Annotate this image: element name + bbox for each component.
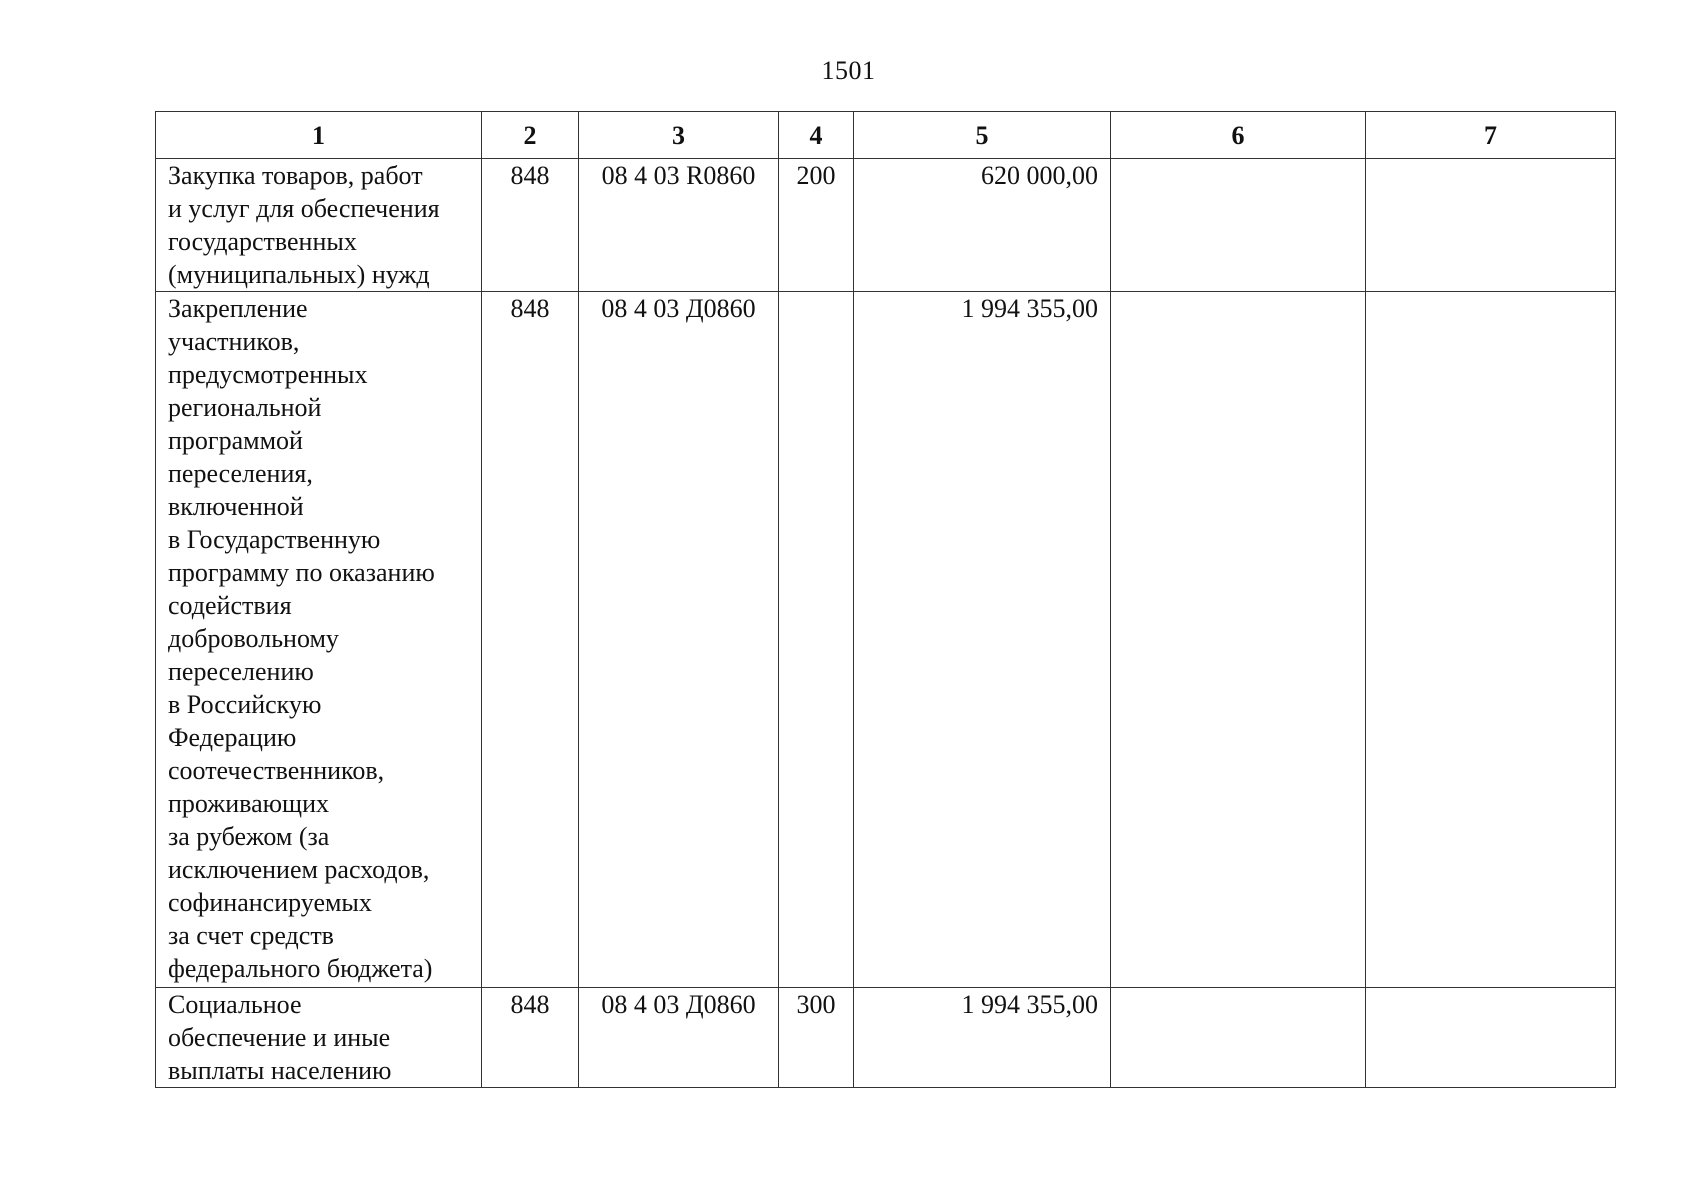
- budget-table: [155, 111, 1616, 1088]
- row-name-line: переселению: [168, 657, 314, 686]
- row-name-line: (муниципальных) нужд: [168, 260, 430, 289]
- table-row: [156, 988, 1616, 1088]
- row-name-line: Закупка товаров, работ: [168, 161, 423, 190]
- header-col-4: 4: [779, 112, 854, 159]
- row-name-line: за счет средств: [168, 921, 334, 950]
- row-name-line: переселения,: [168, 459, 313, 488]
- row-name-line: и услуг для обеспечения: [168, 194, 440, 223]
- row-name-line: соотечественников,: [168, 756, 385, 785]
- amount-cell: 1 994 355,00: [854, 292, 1111, 988]
- row-name-line: проживающих: [168, 789, 329, 818]
- col6-cell: [1111, 292, 1366, 988]
- col6-cell: [1111, 988, 1366, 1088]
- row-name-cell: [156, 292, 482, 988]
- row-name-line: в Российскую: [168, 690, 322, 719]
- row-name-line: за рубежом (за: [168, 822, 330, 851]
- col6-cell: [1111, 159, 1366, 292]
- col7-cell: [1366, 159, 1616, 292]
- target-article-cell: 08 4 03 Д0860: [579, 292, 779, 988]
- header-col-6: 6: [1111, 112, 1366, 159]
- row-name-line: предусмотренных: [168, 360, 368, 389]
- row-name-line: участников,: [168, 327, 300, 356]
- target-article-cell: 08 4 03 Д0860: [579, 988, 779, 1088]
- row-name-cell: [156, 988, 482, 1088]
- row-name-line: обеспечение и иные: [168, 1023, 391, 1052]
- table-row: [156, 159, 1616, 292]
- header-col-1: 1: [156, 112, 482, 159]
- row-name-line: в Государственную: [168, 525, 381, 554]
- row-name-line: Закрепление: [168, 294, 308, 323]
- expense-type-cell: [779, 292, 854, 988]
- row-name-line: включенной: [168, 492, 304, 521]
- amount-cell: 1 994 355,00: [854, 988, 1111, 1088]
- row-name-line: выплаты населению: [168, 1056, 392, 1085]
- target-article-cell: 08 4 03 R0860: [579, 159, 779, 292]
- row-name-line: софинансируемых: [168, 888, 372, 917]
- ministry-code-cell: 848: [482, 159, 579, 292]
- expense-type-cell: 300: [779, 988, 854, 1088]
- row-name-line: добровольному: [168, 624, 339, 653]
- ministry-code-cell: 848: [482, 292, 579, 988]
- row-name-cell: [156, 159, 482, 292]
- header-col-7: 7: [1366, 112, 1616, 159]
- header-col-5: 5: [854, 112, 1111, 159]
- page-number: 1501: [821, 56, 876, 85]
- header-col-2: 2: [482, 112, 579, 159]
- col7-cell: [1366, 292, 1616, 988]
- expense-type-cell: 200: [779, 159, 854, 292]
- row-name-line: содействия: [168, 591, 292, 620]
- row-name-line: региональной: [168, 393, 322, 422]
- ministry-code-cell: 848: [482, 988, 579, 1088]
- header-col-3: 3: [579, 112, 779, 159]
- col7-cell: [1366, 988, 1616, 1088]
- row-name-line: программой: [168, 426, 303, 455]
- table-row: [156, 292, 1616, 988]
- row-name-line: исключением расходов,: [168, 855, 430, 884]
- row-name-line: Социальное: [168, 990, 302, 1019]
- row-name-line: программу по оказанию: [168, 558, 435, 587]
- row-name-line: Федерацию: [168, 723, 297, 752]
- row-name-line: федерального бюджета): [168, 954, 433, 983]
- row-name-line: государственных: [168, 227, 357, 256]
- amount-cell: 620 000,00: [854, 159, 1111, 292]
- header-row: [156, 112, 1616, 159]
